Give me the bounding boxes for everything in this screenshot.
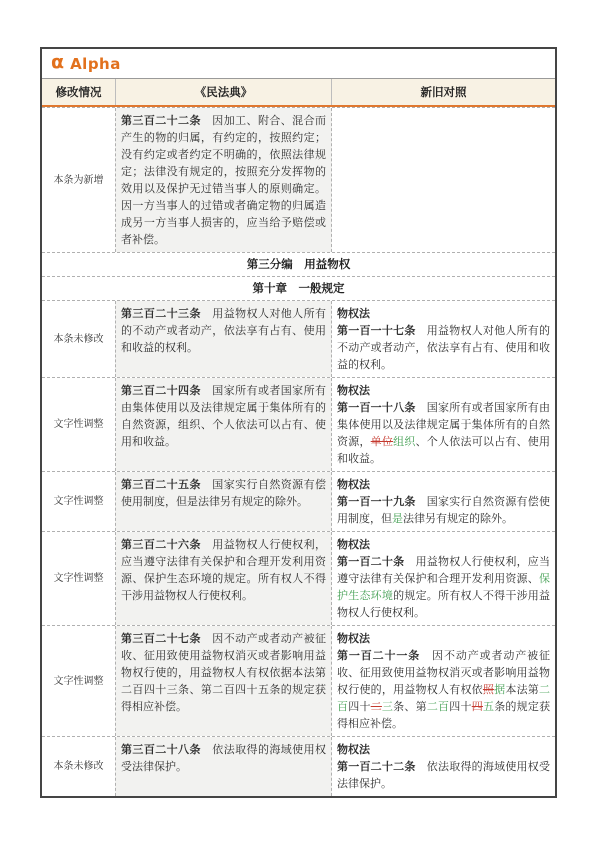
deleted-text: 二	[370, 700, 382, 713]
comparison-cell	[332, 108, 555, 252]
inserted-text: 三	[381, 700, 394, 713]
alpha-icon: α	[51, 51, 65, 73]
table-row-article-328	[42, 736, 555, 796]
column-header-civil-code: 《民法典》	[115, 79, 332, 105]
civil-code-cell	[115, 301, 332, 377]
text-segment: 用益物权人对他人所有的不动产或者动产，依法享有占有、使用和收益的权利。	[121, 307, 327, 354]
deleted-text: 四	[471, 700, 483, 713]
article-number: 物权法	[337, 632, 370, 645]
deleted-text: 照	[482, 683, 495, 696]
table-row-article-324	[42, 377, 555, 471]
text-segment: 因不动产或者动产被征收、征用致使用益物权消灭或者影响用益物权行使的，用益物权人有权依据本法第二百四十三条、第二百四十五条的规定获得相应补偿。	[121, 632, 327, 713]
inserted-text: 二百	[337, 683, 551, 713]
comparison-cell	[332, 301, 555, 377]
inserted-text: 是	[392, 512, 403, 525]
section-title: 第三分编 用益物权	[246, 257, 351, 271]
article-number: 第三百二十三条	[121, 307, 201, 320]
status-cell: 本条未修改	[53, 333, 104, 345]
section-row-chapter-ten	[42, 276, 555, 300]
status-cell: 文字性调整	[53, 675, 104, 687]
brand-name: Alpha	[70, 54, 121, 73]
text-segment: 的规定。所有权人不得干涉用益物权人行使权利。	[337, 589, 551, 619]
civil-code-cell	[115, 472, 332, 531]
status-cell: 本条为新增	[53, 174, 104, 186]
text-segment: 用益物权人行使权利，应当遵守法律有关保护和合理开发利用资源、保护生态环境的规定。所有权人不得干涉用益物权人行使权利。	[121, 538, 327, 602]
text-segment: 国家所有或者国家所有由集体使用以及法律规定属于集体所有的自然资源，	[337, 401, 551, 448]
article-number: 第一百二十条	[337, 555, 405, 568]
text-segment: 因不动产或者动产被征收、征用致使用益物权消灭或者影响用益物权行使的，用益物权人有权依	[337, 649, 551, 696]
table-row-article-322	[42, 107, 555, 252]
article-number: 物权法	[337, 307, 370, 320]
text-segment: 本法第	[505, 683, 540, 696]
inserted-text: 五	[482, 700, 495, 713]
article-number: 物权法	[337, 478, 370, 491]
comparison-cell	[332, 532, 555, 625]
article-number: 第一百二十一条	[337, 649, 421, 662]
civil-code-cell	[115, 378, 332, 471]
text-segment: 用益物权人对他人所有的不动产或者动产，依法享有占有、使用和收益的权利。	[337, 324, 551, 371]
article-number: 物权法	[337, 384, 370, 397]
article-number: 第三百二十八条	[121, 743, 201, 756]
article-number: 第一百一十七条	[337, 324, 416, 337]
comparison-cell	[332, 472, 555, 531]
table-header-row	[42, 78, 555, 107]
comparison-cell	[332, 626, 555, 736]
section-row-part-three	[42, 252, 555, 276]
status-cell: 本条未修改	[53, 761, 104, 772]
section-title: 第十章 一般规定	[252, 281, 345, 295]
article-number: 第一百一十九条	[337, 495, 416, 508]
brand-row	[42, 49, 555, 78]
article-number: 第三百二十七条	[121, 632, 201, 645]
column-header-comparison: 新旧对照	[420, 85, 467, 99]
status-cell: 文字性调整	[53, 419, 104, 430]
text-segment: 因加工、附合、混合而产生的物的归属，有约定的，按照约定；没有约定或者约定不明确的，依照法律规定；法律没有规定的，按照充分发挥物的效用以及保护无过错当事人的原则确定。因一方当事人的过错或者确定物的归属造成另一方当事人损害的，应当给予赔偿或者补偿。	[121, 114, 327, 246]
text-segment: 条、第	[393, 700, 427, 713]
text-segment: 条的规定获得相应补偿。	[337, 700, 551, 730]
inserted-text: 保护生态环境	[337, 572, 550, 602]
text-segment: 依法取得的海域使用权受法律保护。	[337, 760, 551, 790]
table-row-article-325	[42, 471, 555, 531]
civil-code-cell	[115, 532, 332, 625]
article-number: 第三百二十六条	[121, 538, 201, 551]
table-row-article-327	[42, 625, 555, 736]
article-number: 第一百一十八条	[337, 401, 416, 414]
article-number: 第三百二十二条	[121, 114, 201, 127]
column-header-status: 修改情况	[55, 85, 102, 99]
text-segment: 用益物权人行使权利，应当遵守法律有关保护和合理开发利用资源、	[337, 555, 551, 585]
civil-code-cell	[115, 108, 332, 252]
table-row-article-323	[42, 300, 555, 377]
article-number: 第一百二十二条	[337, 760, 416, 773]
text-segment: 四十	[348, 700, 371, 713]
text-segment: 国家实行自然资源有偿使用制度，但	[337, 495, 551, 525]
comparison-cell	[332, 737, 555, 796]
article-number: 第三百二十五条	[121, 478, 201, 491]
inserted-text: 二百	[426, 700, 450, 713]
inserted-text: 组织	[393, 435, 416, 448]
inserted-text: 据	[494, 683, 506, 696]
text-segment: 四十	[449, 700, 472, 713]
text-segment: 国家实行自然资源有偿使用制度，但是法律另有规定的除外。	[121, 478, 327, 508]
article-number: 第三百二十四条	[121, 384, 201, 397]
article-number: 物权法	[337, 538, 370, 551]
comparison-cell	[332, 378, 555, 471]
civil-code-cell	[115, 737, 332, 796]
article-number: 物权法	[337, 743, 370, 756]
text-segment: 、个人依法可以占有、使用和收益。	[337, 435, 551, 465]
comparison-table	[40, 47, 557, 798]
civil-code-cell	[115, 626, 332, 736]
text-segment: 国家所有或者国家所有由集体使用以及法律规定属于集体所有的自然资源，组织、个人依法可以占有、使用和收益。	[121, 384, 327, 448]
deleted-text: 单位	[370, 435, 394, 448]
status-cell: 文字性调整	[53, 496, 104, 507]
text-segment: 法律另有规定的除外。	[403, 512, 513, 525]
status-cell: 文字性调整	[53, 573, 104, 584]
table-row-article-326	[42, 531, 555, 625]
text-segment: 依法取得的海域使用权受法律保护。	[121, 743, 327, 773]
